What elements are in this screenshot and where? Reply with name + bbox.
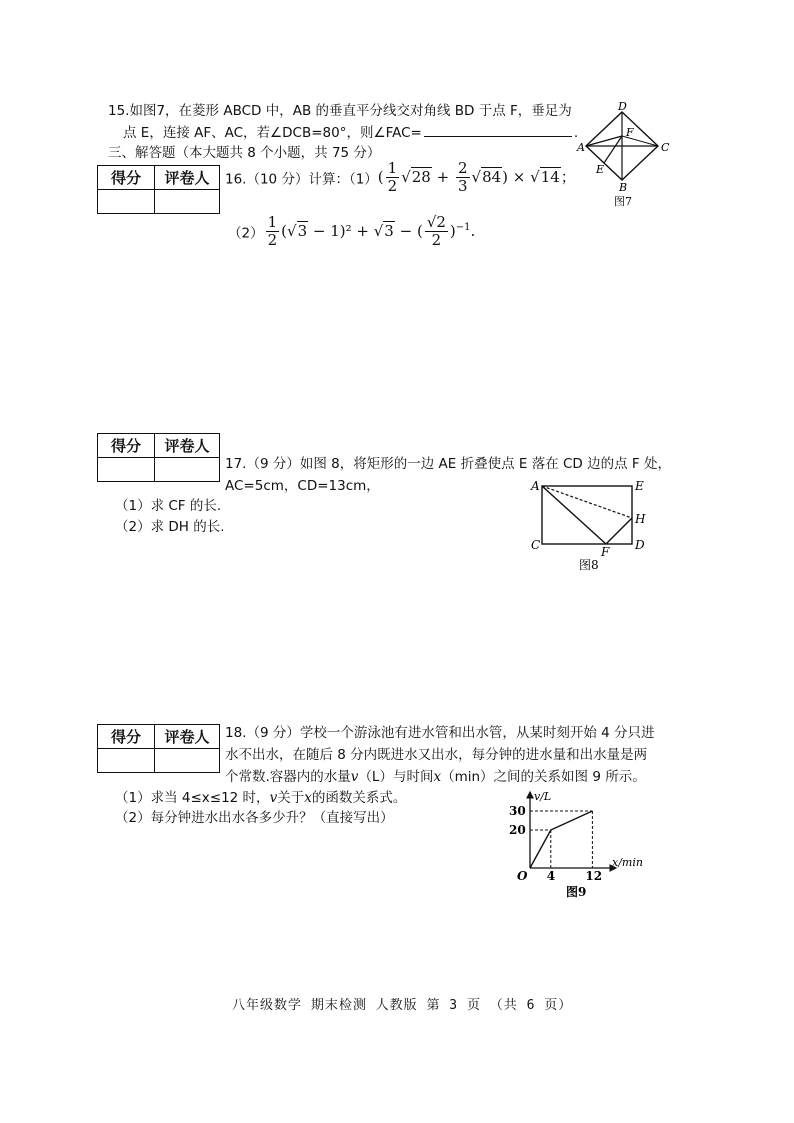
q18-line2: 水不出水，在随后 8 分内既进水又出水，每分钟的进水量和出水量是两 xyxy=(225,747,648,763)
score-table-17 xyxy=(97,433,220,482)
score-header: 得分 xyxy=(98,166,155,190)
q18-var-x: x xyxy=(433,769,442,785)
q18-sub1 xyxy=(115,786,406,806)
figure-9 xyxy=(500,786,670,904)
q18-line1: 18.（9 分）学校一个游泳池有进水管和出水管，从某时刻开始 4 分只进 xyxy=(225,725,655,741)
x-tick-label-4: 4 xyxy=(546,869,556,883)
q15-line2 xyxy=(123,121,578,141)
y-tick-label-20: 20 xyxy=(509,823,526,837)
q16-frac-d: $\frac{√2}{2}$ xyxy=(426,213,446,249)
grader-header: 评卷人 xyxy=(155,725,220,749)
fig7-caption: 图7 xyxy=(614,195,632,208)
q18-sub1-v: v xyxy=(269,790,278,806)
fig8-label-h: H xyxy=(635,512,646,526)
figure-8 xyxy=(527,476,657,576)
q16-part2-label: （2） xyxy=(228,225,264,242)
series-line xyxy=(530,811,592,868)
q15-line2-text: 点 E，连接 AF、AC，若∠DCB=80°，则∠FAC= xyxy=(123,125,422,141)
q16-sqrt-c: √14 xyxy=(530,167,560,186)
grader-header: 评卷人 xyxy=(155,166,220,190)
q18-sub1-a: （1）求当 4≤x≤12 时， xyxy=(115,790,270,806)
grader-cell xyxy=(155,749,220,773)
q16-sqrt-b: √84 xyxy=(471,167,502,186)
segment-ah-dashed xyxy=(542,486,632,518)
fig8-label-d: D xyxy=(635,538,645,552)
q16-frac-a: $\frac{1}{2}$ xyxy=(387,159,398,195)
section-3-heading: 三、解答题（本大题共 8 个小题，共 75 分） xyxy=(108,145,381,161)
figure-7 xyxy=(574,100,674,210)
q16-part2 xyxy=(228,214,475,249)
q18-sub1-x: x xyxy=(304,790,312,806)
fig7-label-f: F xyxy=(626,126,634,139)
fig7-label-e: E xyxy=(596,163,605,176)
fig7-label-d: D xyxy=(618,100,627,113)
q17-sub2: （2）求 DH 的长. xyxy=(115,519,225,535)
y-tick-label-30: 30 xyxy=(509,804,526,818)
score-header: 得分 xyxy=(98,725,155,749)
q15-line2-end: . xyxy=(573,125,579,141)
q18-sub2: （2）每分钟进水出水各多少升？（直接写出） xyxy=(115,810,394,826)
fig7-label-c: C xyxy=(661,141,670,154)
fig7-label-a: A xyxy=(577,141,585,154)
guide-lines xyxy=(530,811,592,868)
q16-frac-c: $\frac{1}{2}$ xyxy=(267,213,278,249)
q17-sub1: （1）求 CF 的长. xyxy=(115,498,222,514)
q16-sqrt-a: √28 xyxy=(401,167,431,186)
q15-line1: 15.如图7，在菱形 ABCD 中，AB 的垂直平分线交对角线 BD 于点 F，垂足为 xyxy=(108,103,572,119)
grader-header: 评卷人 xyxy=(155,434,220,458)
fig7-label-b: B xyxy=(619,181,628,194)
q18-line3-a: 个常数.容器内的水量 xyxy=(225,769,351,785)
x-axis-label: x/min xyxy=(612,856,643,869)
q18-line3-c: （min）之间的关系如图 9 所示。 xyxy=(441,769,646,785)
score-header: 得分 xyxy=(98,434,155,458)
fig8-label-e: E xyxy=(635,479,644,493)
segment-af xyxy=(542,486,606,544)
q18-var-v: v xyxy=(350,769,359,785)
score-cell xyxy=(98,458,155,482)
q15-answer-blank xyxy=(424,124,572,137)
q17-line1: 17.（9 分）如图 8，将矩形的一边 AE 折叠使点 E 落在 CD 边的点 F 处， xyxy=(225,456,671,472)
q18-line3-b: （L）与时间 xyxy=(358,769,434,785)
score-cell xyxy=(98,749,155,773)
x-tick-label-12: 12 xyxy=(585,869,603,883)
grader-cell xyxy=(155,190,220,214)
q16-expr2: $\frac{1}{2}$ (√3 − 1)² + √3 − ( $\frac{√2}{2}$ )$^{-1}$. xyxy=(267,213,476,249)
segment-fh xyxy=(606,518,632,544)
fig8-label-c: C xyxy=(531,538,541,552)
fig9-caption: 图9 xyxy=(566,885,587,899)
q18-sub1-b: 关于 xyxy=(277,790,305,806)
grader-cell xyxy=(155,458,220,482)
score-table-18 xyxy=(97,724,220,773)
fig8-caption: 图8 xyxy=(579,558,599,572)
score-cell xyxy=(98,190,155,214)
rectangle xyxy=(542,486,632,544)
q16-frac-b: $\frac{2}{3}$ xyxy=(457,159,468,195)
page-footer: 八年级数学 期末检测 人教版 第 3 页 （共 6 页） xyxy=(232,998,573,1013)
q16-part1 xyxy=(225,160,576,195)
y-axis-label: v/L xyxy=(534,790,552,803)
q18-sub1-c: 的函数关系式。 xyxy=(311,790,407,806)
score-table-16 xyxy=(97,165,220,214)
fig8-label-a: A xyxy=(531,479,540,493)
q16-intro: 16.（10 分）计算：（1） xyxy=(225,171,378,188)
q16-expr1: ( $\frac{1}{2}$ √28 + $\frac{2}{3}$ √84) × √14； xyxy=(377,159,576,195)
q18-line3 xyxy=(225,765,646,785)
fig8-label-f: F xyxy=(601,545,610,559)
q17-line2: AC=5cm，CD=13cm， xyxy=(225,478,380,494)
origin-label: O xyxy=(517,869,528,883)
